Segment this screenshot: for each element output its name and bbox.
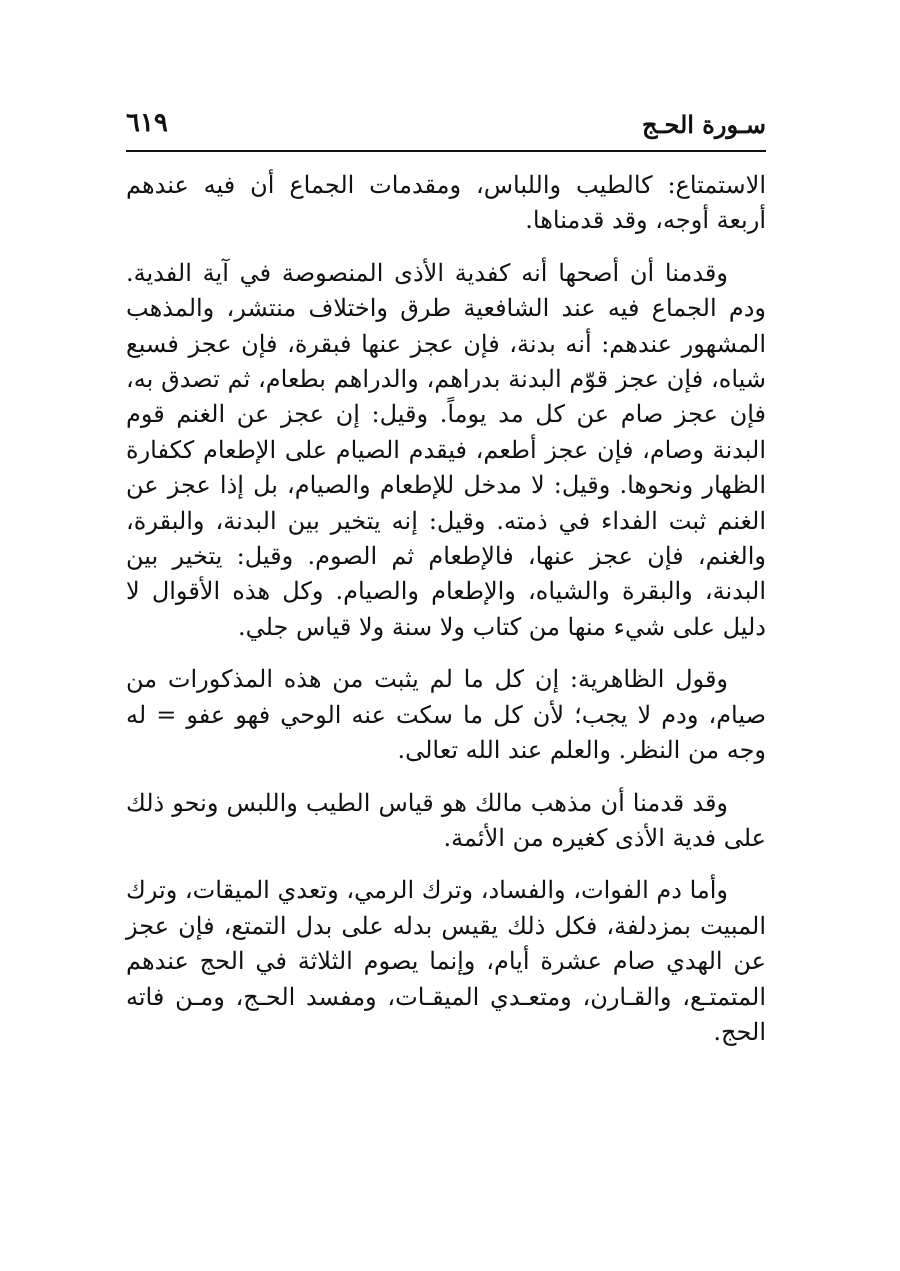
paragraph-fawat-blood: وأما دم الفوات، والفساد، وترك الرمي، وتعدي الميقات، وترك المبيت بمزدلفة، فكل ذلك يقيس بدله على بدل التمتع، فإن عجز عن الهدي صام عشرة أيام، وإنما يصوم الثلاثة في الحج عندهم المتمتـع، والقـارن، ومتعـدي الميقـات، ومفسد الحـج، ومـن فاته الحج. (126, 876, 766, 1046)
page-header (126, 104, 766, 152)
paragraph-zahiriyya: وقول الظاهرية: إن كل ما لم يثبت من هذه المذكورات من صيام، ودم لا يجب؛ لأن كل ما سكت عنه الوحي فهو عفو = له وجه من النظر. والعلم عند الله تعالى. (126, 665, 766, 765)
paragraph-malik: وقد قدمنا أن مذهب مالك هو قياس الطيب واللبس ونحو ذلك على فدية الأذى كغيره من الأئمة. (126, 788, 766, 852)
paragraph-continuation: الاستمتاع: كالطيب واللباس، ومقدمات الجماع أن فيه عندهم أربعة أوجه، وقد قدمناها. (126, 171, 766, 235)
surah-title: سـورة الحـج (641, 110, 766, 139)
page-body (126, 168, 766, 1067)
paragraph-jima-blood: وقدمنا أن أصحها أنه كفدية الأذى المنصوصة في آية الفدية. ودم الجماع فيه عند الشافعية طرق واختلاف منتشر، والمذهب المشهور عندهم: أنه بدنة، فإن عجز عنها فبقرة، فإن عجز فسبع شياه، فإن عجز قوّم البدنة بدراهم، والدراهم بطعام، ثم تصدق به، فإن عجز صام عن كل مد يوماً. وقيل: إن عجز عن الغنم قوم البدنة وصام، فإن عجز أطعم، فيقدم الصيام على الإطعام ككفارة الظهار ونحوها. وقيل: لا مدخل للإطعام والصيام، بل إذا عجز عن الغنم ثبت الفداء في ذمته. وقيل: إنه يتخير بين البدنة، والبقرة، والغنم، فإن عجز عنها، فالإطعام ثم الصوم. وقيل: يتخير بين البدنة، والبقرة والشياه، والإطعام والصيام. وكل هذه الأقوال لا دليل على شيء منها من كتاب ولا سنة ولا قياس جلي. (126, 258, 766, 641)
page-number: ٦١٩ (126, 108, 168, 138)
